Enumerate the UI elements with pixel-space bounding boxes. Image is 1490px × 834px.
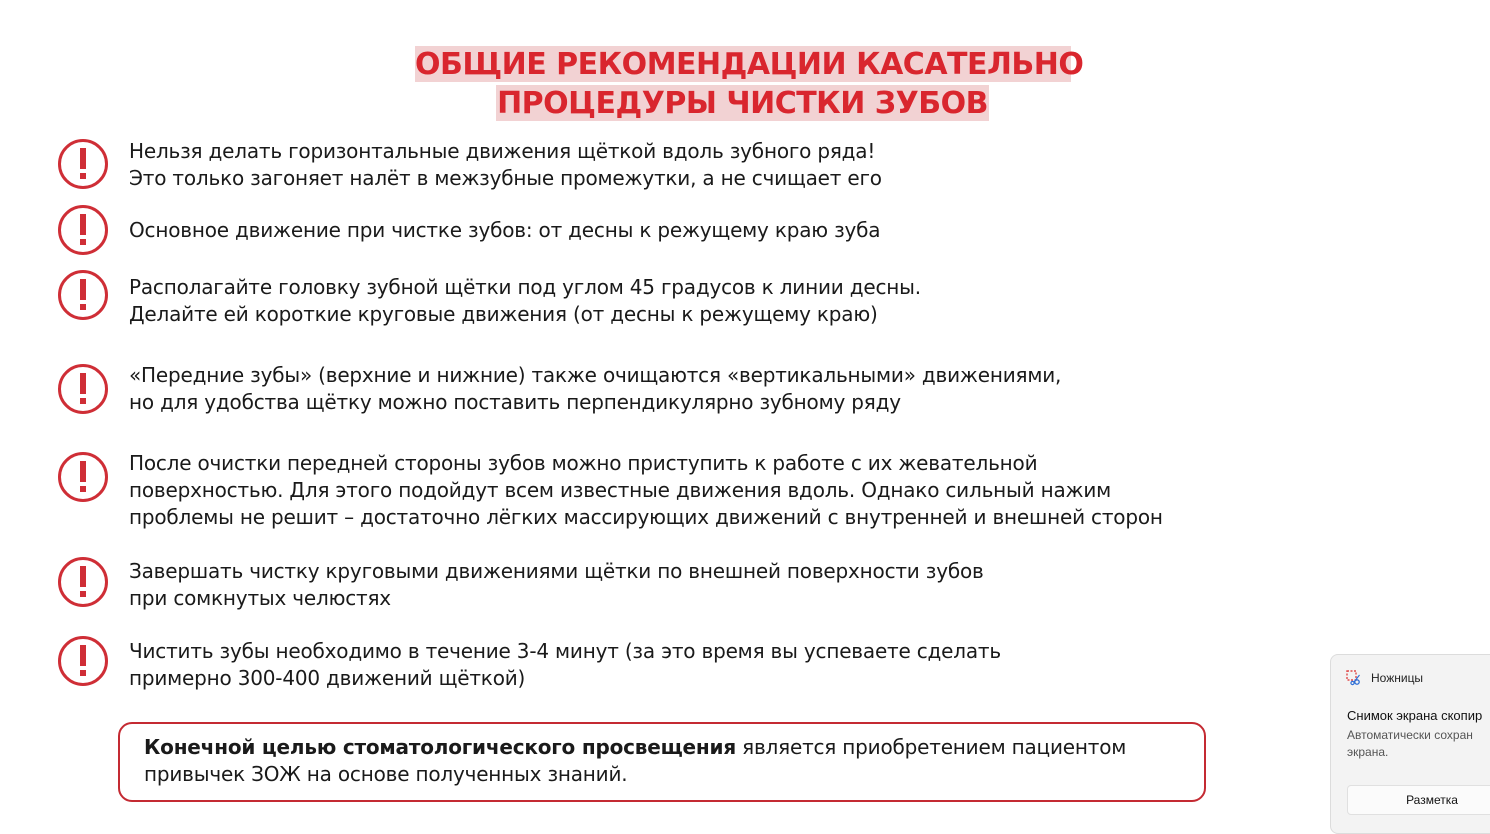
recommendation-text: Завершать чистку круговыми движениями щётки по внешней поверхности зубов при сомкнутых челюстях bbox=[129, 559, 984, 610]
recommendation-text: Нельзя делать горизонтальные движения щёткой вдоль зубного ряда! Это только загоняет налёт в межзубные промежутки, а не счищает его bbox=[129, 139, 882, 190]
exclamation-icon bbox=[58, 636, 108, 686]
recommendation-text: Чистить зубы необходимо в течение 3-4 минут (за это время вы успеваете сделать примерно 300-400 движений щёткой) bbox=[129, 639, 1001, 690]
recommendation-text: «Передние зубы» (верхние и нижние) также очищаются «вертикальными» движениями, но для удобства щётку можно поставить перпендикулярно зубному ряду bbox=[129, 363, 1062, 414]
goal-box bbox=[118, 722, 1206, 802]
exclamation-icon bbox=[58, 557, 108, 607]
goal-rest-text: является приобретением пациентом bbox=[735, 735, 1127, 759]
snipping-tool-icon bbox=[1346, 670, 1362, 686]
notification-app-name: Ножницы bbox=[1371, 671, 1424, 685]
notification-title: Снимок экрана скопир bbox=[1347, 708, 1483, 723]
exclamation-icon bbox=[58, 364, 108, 414]
recommendation-text: Основное движение при чистке зубов: от десны к режущему краю зуба bbox=[129, 218, 881, 242]
exclamation-icon bbox=[58, 452, 108, 502]
goal-line-2: привычек ЗОЖ на основе полученных знаний. bbox=[144, 762, 628, 786]
recommendation-text: Располагайте головку зубной щётки под углом 45 градусов к линии десны. Делайте ей короткие круговые движения (от десны к режущему краю) bbox=[129, 275, 921, 326]
recommendation-text: После очистки передней стороны зубов можно приступить к работе с их жевательной поверхностью. Для этого подойдут всем известные движения вдоль. Однако сильный нажим проблемы не решит – достаточно лёгких массирующих движений с внутренней и внешней сторон bbox=[129, 451, 1163, 529]
exclamation-icon bbox=[58, 270, 108, 320]
page-title-line-1: ОБЩИЕ РЕКОМЕНДАЦИИ КАСАТЕЛЬНО bbox=[415, 47, 1084, 82]
snipping-notification[interactable] bbox=[1330, 654, 1490, 834]
exclamation-icon bbox=[58, 205, 108, 255]
goal-bold-text: Конечной целью стоматологического просвещения bbox=[144, 735, 736, 759]
page-title-line-2: ПРОЦЕДУРЫ ЧИСТКИ ЗУБОВ bbox=[497, 86, 988, 121]
markup-button[interactable]: Разметка bbox=[1347, 785, 1490, 815]
notification-body: Автоматически сохран экрана. bbox=[1347, 728, 1473, 759]
exclamation-icon bbox=[58, 139, 108, 189]
goal-text bbox=[144, 734, 1126, 788]
